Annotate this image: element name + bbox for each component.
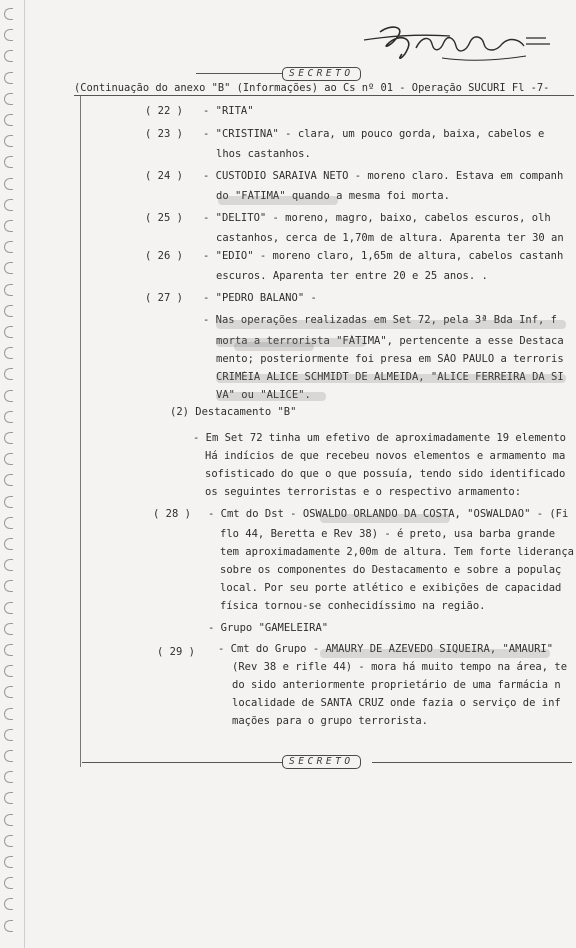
entry-number: ( 24 ) [145,170,183,182]
binding-hole [4,347,13,359]
entry-text-line: tem aproximadamente 2,00m de altura. Tem forte liderança [220,546,574,558]
note-text-line: mento; posteriormente foi presa em SÃO PAULO a terroris [216,353,564,365]
binding-hole [4,665,13,677]
binding-hole [4,835,13,847]
binding-hole [4,93,13,105]
entry-number: ( 25 ) [145,212,183,224]
stamp-rule-left [196,73,282,74]
entry-number: ( 29 ) [157,646,195,658]
group-label: - Grupo "GAMELEIRA" [208,622,329,634]
entry-number: ( 28 ) [153,508,191,520]
entry-text-line: - "CRISTINA" - clara, um pouco gorda, baixa, cabelos e [203,128,545,140]
binding-hole [4,72,13,84]
binding-hole [4,326,13,338]
entry-text-line: mações para o grupo terrorista. [232,715,428,727]
binding-hole [4,877,13,889]
entry-number: ( 27 ) [145,292,183,304]
binding-hole [4,262,13,274]
binding-hole [4,220,13,232]
entry-text-line: - Cmt do Grupo - AMAURY DE AZEVEDO SIQUEIRA, "AMAURI" [218,643,554,655]
binding-hole [4,305,13,317]
entry-text-line: - "DELITO" - moreno, magro, baixo, cabelos escuros, olh [203,212,551,224]
binding-hole [4,411,13,423]
section-heading: (2) Destacamento "B" [170,406,297,418]
entry-text-line: lhos castanhos. [216,148,311,160]
binding-hole [4,644,13,656]
entry-text-line: sobre os componentes do Destacamento e sobre a populaç [220,564,562,576]
binding-hole [4,368,13,380]
binding-hole [4,750,13,762]
note-text-line: morta a terrorista "FÁTIMA", pertencente a esse Destaca [216,335,564,347]
section-intro-line: sofisticado do que o que possuía, tendo sido identificado [205,468,566,480]
binding-hole [4,686,13,698]
binding-hole [4,8,13,20]
note-text-line: VA" ou "ALICE". [216,389,311,401]
entry-text-line: - Cmt do Dst - OSWALDO ORLANDO DA COSTA, "OSWALDÃO" - (Fi [208,508,569,520]
entry-number: ( 26 ) [145,250,183,262]
note-text-line: CRIMÉIA ALICE SCHMIDT DE ALMEIDA, "ALICE FERREIRA DA SI [216,371,564,383]
sheet-edge [24,0,25,948]
stamp-rule-bottom-right [372,762,572,763]
margin-rule [80,95,81,767]
binding-hole [4,814,13,826]
binding-hole [4,856,13,868]
entry-text-line: - CUSTÓDIO SARAIVA NETO - moreno claro. Estava em companh [203,170,564,182]
binding-hole [4,792,13,804]
entry-text-line: do "FÁTIMA" quando a mesma foi morta. [216,190,450,202]
entry-text-line: - "EDIO" - moreno claro, 1,65m de altura, cabelos castanh [203,250,564,262]
binding-hole [4,135,13,147]
binding-hole [4,708,13,720]
binding-hole [4,432,13,444]
section-intro-line: - Em Set 72 tinha um efetivo de aproximadamente 19 elemento [193,432,566,444]
binding-hole [4,390,13,402]
entry-text-line: local. Por seu porte atlético e exibições de capacidad [220,582,562,594]
entry-number: ( 22 ) [145,105,183,117]
section-intro-line: os seguintes terroristas e o respectivo armamento: [205,486,522,498]
binding-hole [4,623,13,635]
binding-hole [4,602,13,614]
binding-hole [4,771,13,783]
binding-hole [4,50,13,62]
binding-hole [4,517,13,529]
entry-text-line: flo 44, Beretta e Rev 38) - é preto, usa barba grande [220,528,556,540]
secret-stamp-bottom: SECRETO [282,755,361,769]
entry-text-line: do sido anteriormente proprietário de uma farmácia n [232,679,561,691]
note-text-line: - Nas operações realizadas em Set 72, pela 3ª Bda Inf, f [203,314,558,326]
binding-hole [4,29,13,41]
binding-hole [4,580,13,592]
binding-hole [4,178,13,190]
binding-hole [4,729,13,741]
binding-hole [4,898,13,910]
binding-hole [4,453,13,465]
secret-stamp-top: SECRETO [282,67,361,81]
entry-number: ( 23 ) [145,128,183,140]
entry-text-line: - "PEDRO BALANO" - [203,292,317,304]
binding-hole [4,241,13,253]
binding-holes [2,0,18,948]
handwritten-signature [350,18,560,68]
binding-hole [4,559,13,571]
binding-hole [4,920,13,932]
binding-hole [4,156,13,168]
section-intro-line: Há indícios de que recebeu novos elementos e armamento ma [205,450,566,462]
binding-hole [4,199,13,211]
binding-hole [4,284,13,296]
binding-hole [4,114,13,126]
entry-text-line: castanhos, cerca de 1,70m de altura. Aparenta ter 30 an [216,232,564,244]
binding-hole [4,538,13,550]
binding-hole [4,496,13,508]
entry-text-line: localidade de SANTA CRUZ onde fazia o serviço de inf [232,697,561,709]
continuation-header: (Continuação do anexo "B" (Informações) ao Cs nº 01 - Operação SUCURI Fl -7- [74,82,574,96]
stamp-rule-bottom-left [82,762,282,763]
entry-text-line: (Rev 38 e rifle 44) - mora há muito tempo na área, te [232,661,568,673]
binding-hole [4,474,13,486]
entry-text-line: - "RITA" [203,105,254,117]
entry-text-line: escuros. Aparenta ter entre 20 e 25 anos. . [216,270,488,282]
entry-text-line: física tornou-se conhecidíssimo na região. [220,600,486,612]
